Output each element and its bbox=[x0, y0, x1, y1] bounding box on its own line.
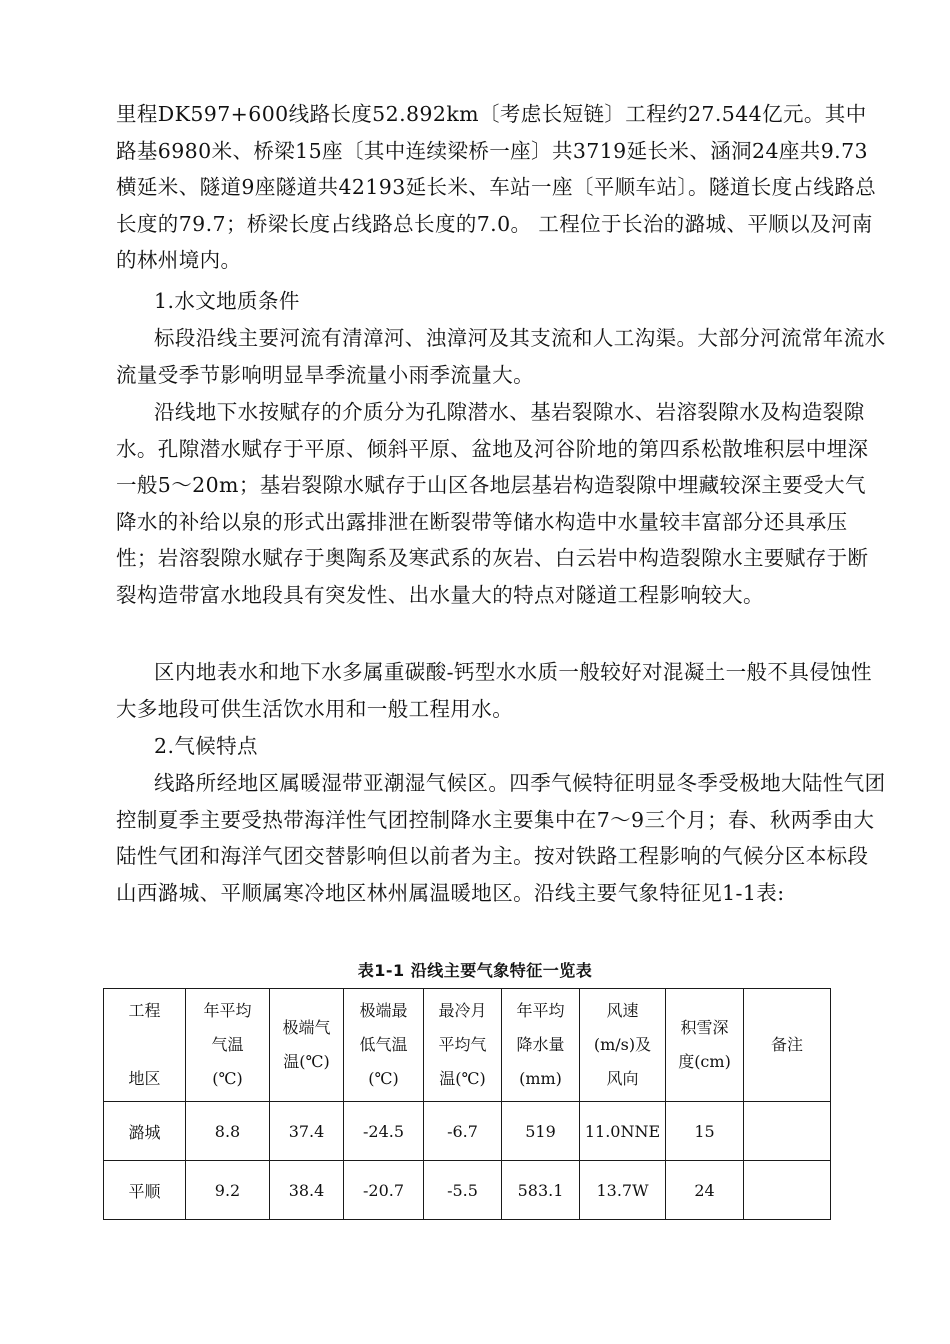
paragraph-water-quality: 区内地表水和地下水多属重碳酸-钙型水水质一般较好对混凝土一般不具侵蚀性大多地段可供生活饮水用和一般工程用水。 bbox=[116, 660, 872, 721]
table-row bbox=[104, 1102, 831, 1161]
table-row bbox=[104, 1161, 831, 1220]
cell-snow-depth: 24 bbox=[666, 1161, 744, 1220]
header-annual-temp: 年平均 气温 (℃) bbox=[186, 989, 270, 1102]
cell-area: 平顺 bbox=[104, 1161, 186, 1220]
cell-remarks bbox=[744, 1102, 831, 1161]
weather-table bbox=[103, 988, 831, 1220]
header-remarks: 备注 bbox=[744, 989, 831, 1102]
paragraph-rivers: 标段沿线主要河流有清漳河、浊漳河及其支流和人工沟渠。大部分河流常年流水流量受季节影响明显旱季流量小雨季流量大。 bbox=[116, 326, 886, 387]
cell-extreme-min-temp: -24.5 bbox=[344, 1102, 424, 1161]
cell-remarks bbox=[744, 1161, 831, 1220]
header-snow-depth: 积雪深 度(cm) bbox=[666, 989, 744, 1102]
cell-coldest-month-temp: -5.5 bbox=[424, 1161, 502, 1220]
header-extreme-temp: 极端气 温(℃) bbox=[270, 989, 344, 1102]
cell-extreme-temp: 38.4 bbox=[270, 1161, 344, 1220]
cell-coldest-month-temp: -6.7 bbox=[424, 1102, 502, 1161]
paragraph-project-overview: 里程DK597+600线路长度52.892km〔考虑长短链〕工程约27.544亿元。其中路基6980米、桥梁15座〔其中连续梁桥一座〕共3719延长米、涵洞24座共9.73横延米、隧道9座隧道共42193延长米、车站一座〔平顺车站〕。隧道长度占线路总长度的79.7；桥梁长度占线路总长度的7.0。 工程位于长治的潞城、平顺以及河南的林州境内。 bbox=[116, 102, 877, 273]
cell-extreme-temp: 37.4 bbox=[270, 1102, 344, 1161]
table-header-row bbox=[104, 989, 831, 1102]
header-annual-precipitation: 年平均 降水量 (mm) bbox=[502, 989, 580, 1102]
paragraph-groundwater: 沿线地下水按赋存的介质分为孔隙潜水、基岩裂隙水、岩溶裂隙水及构造裂隙水。孔隙潜水赋存于平原、倾斜平原、盆地及河谷阶地的第四系松散堆积层中埋深一般5～20m；基岩裂隙水赋存于山区各地层基岩构造裂隙中埋藏较深主要受大气降水的补给以泉的形式出露排泄在断裂带等储水构造中水量较丰富部分还具承压性；岩溶裂隙水赋存于奥陶系及寒武系的灰岩、白云岩中构造裂隙水主要赋存于断裂构造带富水地段具有突发性、出水量大的特点对隧道工程影响较大。 bbox=[116, 400, 869, 607]
cell-wind: 11.0NNE bbox=[580, 1102, 666, 1161]
cell-precipitation: 519 bbox=[502, 1102, 580, 1161]
cell-wind: 13.7W bbox=[580, 1161, 666, 1220]
cell-annual-temp: 9.2 bbox=[186, 1161, 270, 1220]
header-coldest-month-temp: 最冷月 平均气 温(℃) bbox=[424, 989, 502, 1102]
header-wind: 风速 (m/s)及 风向 bbox=[580, 989, 666, 1102]
cell-snow-depth: 15 bbox=[666, 1102, 744, 1161]
heading-climate: 2.气候特点 bbox=[154, 734, 258, 758]
table-caption: 表1-1 沿线主要气象特征一览表 bbox=[357, 961, 593, 980]
cell-extreme-min-temp: -20.7 bbox=[344, 1161, 424, 1220]
cell-annual-temp: 8.8 bbox=[186, 1102, 270, 1161]
header-area: 工程 地区 bbox=[104, 989, 186, 1102]
cell-area: 潞城 bbox=[104, 1102, 186, 1161]
heading-hydrogeology: 1.水文地质条件 bbox=[154, 289, 300, 313]
cell-precipitation: 583.1 bbox=[502, 1161, 580, 1220]
paragraph-climate: 线路所经地区属暖湿带亚潮湿气候区。四季气候特征明显冬季受极地大陆性气团控制夏季主要受热带海洋性气团控制降水主要集中在7～9三个月；春、秋两季由大陆性气团和海洋气团交替影响但以前者为主。按对铁路工程影响的气候分区本标段山西潞城、平顺属寒冷地区林州属温暖地区。沿线主要气象特征见1-1表: bbox=[116, 771, 886, 905]
header-extreme-min-temp: 极端最 低气温 (℃) bbox=[344, 989, 424, 1102]
